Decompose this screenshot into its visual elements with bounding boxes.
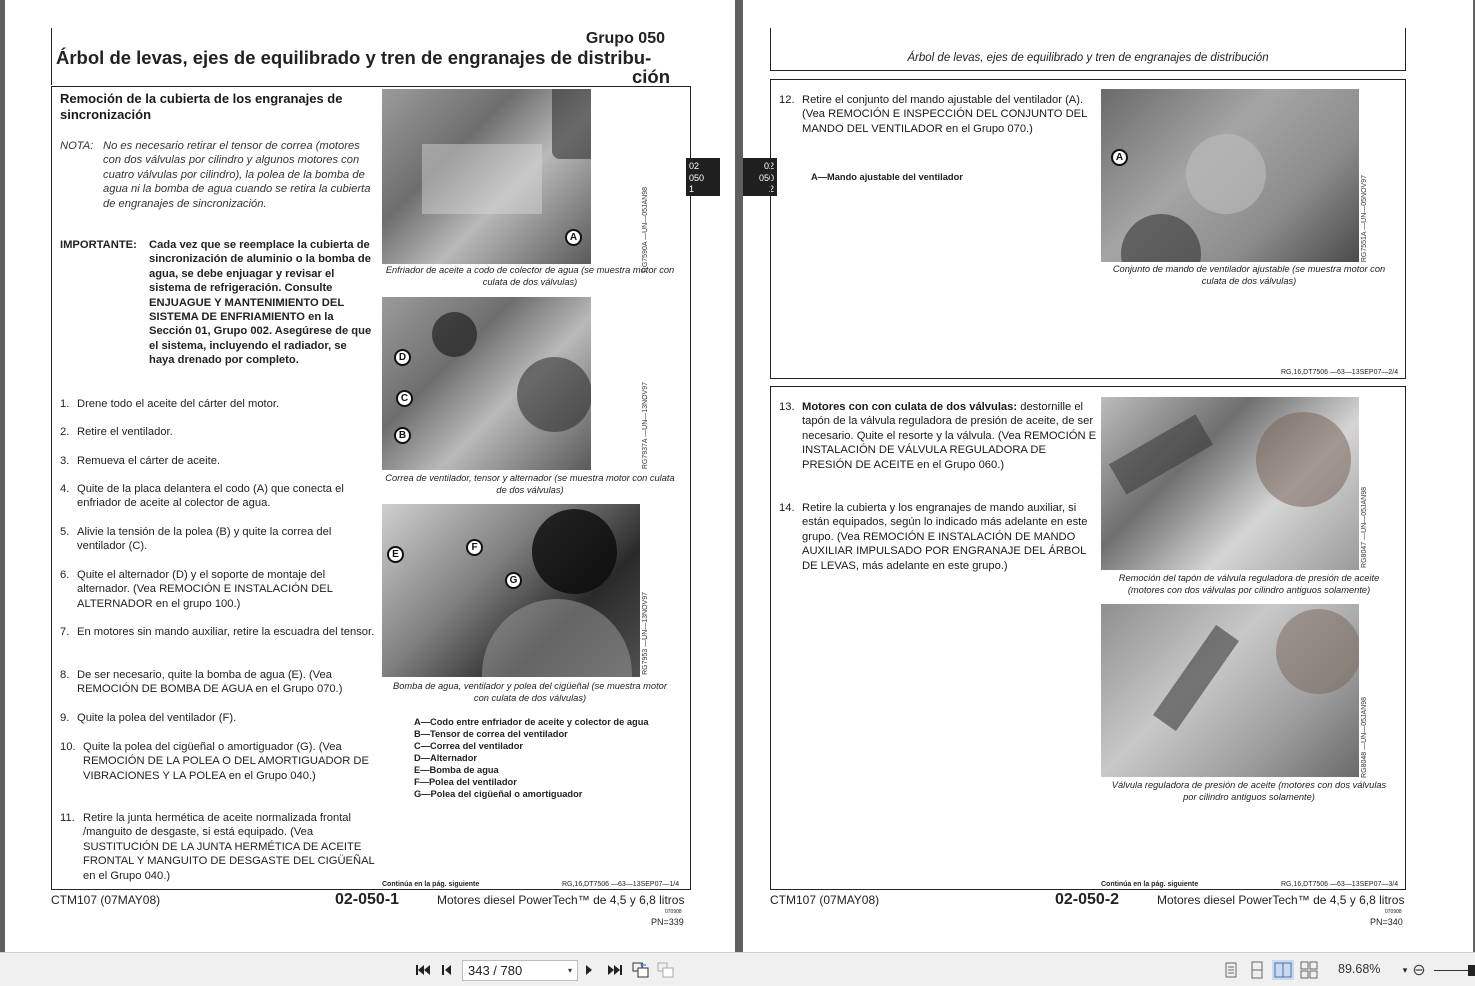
callout-b: B bbox=[394, 427, 411, 444]
next-page-button[interactable] bbox=[581, 961, 599, 979]
chapter-header bbox=[51, 28, 691, 85]
pn-number: PN=339 bbox=[651, 917, 684, 927]
callout-d: D bbox=[394, 349, 411, 366]
figure-id: RG8047 —UN—05JAN98 bbox=[1361, 487, 1368, 568]
figure-valve-plug-removal bbox=[1101, 397, 1359, 570]
step-item: 14. Retire la cubierta y los engranajes de mando auxiliar, si están equipados, según lo indicado más adelante en este grupo. (Vea REMOCIÓN E INSTALACIÓN DE MANDO AUXILIAR IMPULSADO POR ENGRANAJE DEL ÁRBOL DE LEVAS, más adelante en este grupo.) bbox=[779, 502, 1088, 572]
figure-caption: Válvula reguladora de presión de aceite (motores con dos válvulas por cilindro antiguos solamente) bbox=[1111, 780, 1387, 802]
two-page-continuous-view-button[interactable] bbox=[1298, 960, 1320, 980]
date-code: 070908 bbox=[1385, 909, 1402, 915]
manual-code: CTM107 (07MAY08) bbox=[770, 893, 880, 907]
step-item: 11. Retire la junta hermética de aceite normalizada frontal /manguito de desgaste, si está equipado. (Vea SUSTITUCIÓN DE LA JUNTA HERMÉTICA DE ACEITE FRONTAL Y MANGUITO DE DESGASTE DEL CIGÜEÑAL en el Grupo 040.) bbox=[60, 812, 375, 882]
continuous-view-button[interactable] bbox=[1246, 960, 1268, 980]
first-page-button[interactable] bbox=[414, 961, 432, 979]
figure-pressure-valve bbox=[1101, 604, 1359, 777]
previous-view-button[interactable] bbox=[632, 961, 650, 979]
step-item: 5. Alivie la tensión de la polea (B) y quite la correa del ventilador (C). bbox=[60, 526, 332, 553]
figure-caption: Remoción del tapón de válvula reguladora de presión de aceite (motores con dos válvulas por cilindro antiguos solamente) bbox=[1118, 573, 1380, 595]
section-tab: 02 050 2 bbox=[743, 158, 777, 196]
figure-caption: Bomba de agua, ventilador y polea del cigüeñal (se muestra motor con culata de dos válvulas) bbox=[393, 681, 667, 703]
pn-number: PN=340 bbox=[1370, 917, 1403, 927]
important-notice: IMPORTANTE: Cada vez que se reemplace la cubierta de sincronización de aluminio o la bomba de agua, se debe enjuagar y revisar el sistema de refrigeración. Consulte ENJUAGUE Y MANTENIMIENTO DEL SISTEMA DE ENFRIAMIENTO en la Sección 01, Grupo 002. Asegúrese de que el sistema, incluyendo el radiador, se haya drenado por completo. bbox=[60, 239, 372, 367]
next-page-icon bbox=[585, 964, 595, 976]
figure-fan-drive-assembly bbox=[1101, 89, 1359, 262]
reference-code: RG,16,DT7506 —63—13SEP07—1/4 bbox=[562, 881, 680, 888]
figure-id: RG7590A —UN—05JAN98 bbox=[642, 187, 649, 273]
figure-oil-cooler-elbow bbox=[382, 89, 591, 264]
step-item: 8. De ser necesario, quite la bomba de agua (E). (Vea REMOCIÓN DE BOMBA DE AGUA en el Grupo 070.) bbox=[60, 669, 343, 696]
single-page-view-button[interactable] bbox=[1220, 960, 1242, 980]
manual-title: Motores diesel PowerTech™ de 4,5 y 6,8 litros bbox=[437, 893, 685, 907]
callout-f: F bbox=[466, 539, 483, 556]
two-page-view-button[interactable] bbox=[1272, 960, 1294, 980]
step-item: 3. Remueva el cárter de aceite. bbox=[60, 455, 221, 467]
navigation-toolbar bbox=[0, 952, 1475, 986]
page-number-input[interactable]: 343 / 780 ▾ bbox=[462, 960, 578, 981]
zoom-slider-thumb[interactable] bbox=[1468, 965, 1475, 976]
chapter-title: Árbol de levas, ejes de equilibrado y tren de engranajes de distribu- ción bbox=[56, 47, 670, 87]
step-item: 9. Quite la polea del ventilador (F). bbox=[60, 712, 237, 724]
step-item: 13. Motores con con culata de dos válvulas: destornille el tapón de la válvula reguladora de presión de aceite, de ser necesario. Quite el resorte y la válvula. (Vea REMOCIÓN E INSTALACIÓN DE VÁLVULA REGULADORA DE PRESIÓN DE ACEITE en el Grupo 060.) bbox=[779, 401, 1097, 471]
figure-fan-belt-tensioner bbox=[382, 297, 591, 470]
zoom-out-button[interactable]: ⊖ bbox=[1412, 962, 1426, 979]
previous-page-icon bbox=[442, 964, 452, 976]
figure-caption: Conjunto de mando de ventilador ajustable (se muestra motor con culata de dos válvulas) bbox=[1112, 264, 1386, 286]
figure-id: RG7551A —UN—05NOV97 bbox=[1361, 175, 1368, 263]
step-item: 4. Quite de la placa delantera el codo (A) que conecta el enfriador de aceite al colector de agua. bbox=[60, 483, 344, 510]
parts-legend: A—Codo entre enfriador de aceite y colector de agua B—Tensor de correa del ventilador C—Correa del ventilador D—Alternador E—Bomba de agua F—Polea del ventilador G—Polea del cigüeñal o amortiguador bbox=[414, 717, 649, 799]
date-code: 070908 bbox=[665, 909, 682, 915]
last-page-button[interactable] bbox=[606, 961, 624, 979]
step-item: 1. Drene todo el aceite del cárter del motor. bbox=[60, 398, 280, 410]
page-left bbox=[5, 0, 735, 952]
step-item: 10. Quite la polea del cigüeñal o amortiguador (G). (Vea REMOCIÓN DE LA POLEA O DEL AMORTIGUADOR DE VIBRACIONES Y LA POLEA en el Grupo 040.) bbox=[60, 741, 369, 782]
page-right bbox=[743, 0, 1473, 952]
step-item: 2. Retire el ventilador. bbox=[60, 426, 173, 438]
previous-page-button[interactable] bbox=[438, 961, 456, 979]
manual-title: Motores diesel PowerTech™ de 4,5 y 6,8 litros bbox=[1157, 893, 1405, 907]
step-item: 6. Quite el alternador (D) y el soporte de montaje del alternador. (Vea REMOCIÓN E INSTALACIÓN DEL ALTERNADOR en el grupo 100.) bbox=[60, 569, 333, 610]
callout-e: E bbox=[387, 546, 404, 563]
figure-water-pump-pulleys bbox=[382, 504, 640, 677]
two-page-icon bbox=[1272, 960, 1294, 980]
last-page-icon bbox=[608, 964, 622, 976]
chevron-down-icon[interactable]: ▾ bbox=[567, 966, 572, 975]
group-label: Grupo 050 bbox=[585, 30, 665, 47]
zoom-dropdown[interactable]: ▾ bbox=[1402, 964, 1408, 975]
step-item: 7. En motores sin mando auxiliar, retire la escuadra del tensor. bbox=[60, 626, 375, 638]
manual-code: CTM107 (07MAY08) bbox=[51, 893, 161, 907]
callout-c: C bbox=[396, 390, 413, 407]
content-box-steps-13-14 bbox=[770, 386, 1406, 890]
single-page-icon bbox=[1220, 960, 1242, 980]
two-page-continuous-icon bbox=[1298, 960, 1320, 980]
note: NOTA: No es necesario retirar el tensor de correa (motores con dos válvulas por cilindro y algunos motores con cuatro válvulas por cilindro), la polea de la bomba de agua ni la bomba de agua cuando se retira la cubierta de engranajes de sincronización. bbox=[60, 140, 371, 210]
continue-note: Continúa en la pág. siguiente bbox=[382, 881, 480, 888]
content-box bbox=[51, 86, 691, 890]
page-number: 02-050-2 bbox=[1055, 891, 1120, 908]
figure-caption: Correa de ventilador, tensor y alternador (se muestra motor con culata de dos válvulas) bbox=[385, 473, 675, 495]
figure-caption: Enfriador de aceite a codo de colector de agua (se muestra motor con culata de dos válvulas) bbox=[385, 265, 675, 287]
callout-g: G bbox=[505, 572, 522, 589]
running-header: Árbol de levas, ejes de equilibrado y tren de engranajes de distribución bbox=[770, 28, 1406, 71]
section-tab: 02 050 1 bbox=[686, 158, 720, 196]
continuous-page-icon bbox=[1246, 960, 1268, 980]
first-page-icon bbox=[416, 964, 430, 976]
callout-a: A bbox=[565, 229, 582, 246]
reference-code: RG,16,DT7506 —63—13SEP07—3/4 bbox=[1281, 881, 1399, 888]
next-view-button[interactable] bbox=[657, 961, 675, 979]
parts-legend: A—Mando ajustable del ventilador bbox=[811, 172, 963, 182]
previous-view-icon bbox=[632, 962, 650, 978]
content-box-step-12 bbox=[770, 79, 1406, 379]
figure-id: RG7953 —UN—13NOV97 bbox=[642, 592, 649, 675]
continue-note: Continúa en la pág. siguiente bbox=[1101, 881, 1199, 888]
next-view-icon bbox=[657, 962, 675, 978]
zoom-level[interactable]: 89.68% bbox=[1338, 962, 1381, 976]
section-title: Remoción de la cubierta de los engranajes de sincronización bbox=[60, 91, 343, 122]
step-item: 12. Retire el conjunto del mando ajustable del ventilador (A). (Vea REMOCIÓN E INSPECCIÓN DEL CONJUNTO DEL MANDO DEL VENTILADOR en el Grupo 070.) bbox=[779, 94, 1087, 135]
page-number: 02-050-1 bbox=[335, 891, 400, 908]
figure-id: RG8048 —UN—05JAN98 bbox=[1361, 697, 1368, 778]
callout-a: A bbox=[1111, 149, 1128, 166]
reference-code: RG,16,DT7506 —63—13SEP07—2/4 bbox=[1281, 369, 1399, 376]
figure-id: RG7937A —UN—13NOV97 bbox=[642, 382, 649, 470]
